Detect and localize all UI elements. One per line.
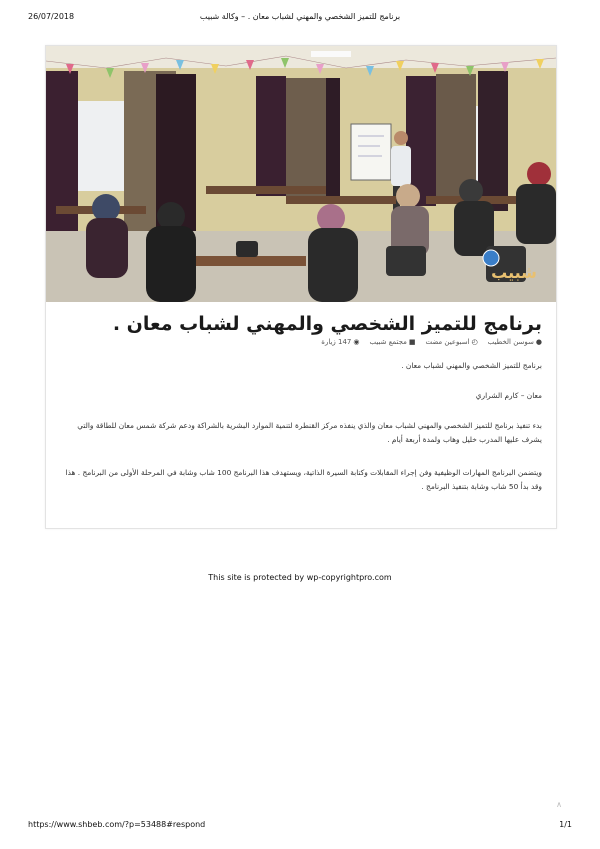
- article-meta: [321, 338, 542, 346]
- user-icon: ●: [535, 338, 542, 346]
- meta-views-label: 147 زيارة: [321, 338, 352, 346]
- folder-icon: ■: [408, 338, 416, 346]
- hero-logo-text: شبيب: [491, 263, 537, 282]
- article-paragraph: ويتضمن البرنامج المهارات الوظيفية وفن إجراء المقابلات وكتابة السيرة الذاتية، ويستهدف هذا البرنامج 100 شاب وشابة في المرحلة الأولى من البرنامج . هذا وقد بدأ 50 شاب وشابة بتنفيذ البرنامج .: [65, 468, 542, 492]
- article-paragraph: بدء تنفيذ برنامج للتميز الشخصي والمهني لشباب معان والذي ينفذه مركز القنطرة لتنمية الموارد البشرية بالشراكة ودعم شركة شمس معان للطاقة والتي يشرف عليها المدرب خليل وهاب ولمدة أربعة أيام .: [77, 421, 542, 445]
- article-paragraph: برنامج للتميز الشخصي والمهني لشباب معان .: [401, 361, 542, 370]
- print-date: 26/07/2018: [28, 12, 75, 21]
- print-page-number: 1/1: [559, 820, 572, 829]
- meta-date: [425, 338, 477, 346]
- clock-icon: ◴: [471, 338, 478, 346]
- print-page-title: برنامج للتميز الشخصي والمهني لشباب معان . – وكالة شبيب: [199, 12, 401, 21]
- meta-category[interactable]: [370, 338, 416, 346]
- meta-date-label: اسبوعين مضت: [425, 338, 470, 346]
- article-title: برنامج للتميز الشخصي والمهني لشباب معان .: [112, 313, 542, 335]
- meta-category-label: مجتمع شبيب: [369, 338, 407, 346]
- print-url: https://www.shbeb.com/?p=53488#respond: [28, 820, 206, 829]
- article-card: [45, 45, 557, 529]
- print-footer: [28, 820, 572, 832]
- meta-author[interactable]: [488, 338, 542, 346]
- meta-author-label: سوسن الخطيب: [487, 338, 534, 346]
- hero-image: [46, 46, 556, 302]
- meta-views: [321, 338, 359, 346]
- copyright-protection-note: This site is protected by wp-copyrightpro.com: [208, 573, 392, 582]
- print-header: [28, 12, 572, 26]
- article-paragraph: معان – كارم الشراري: [475, 391, 542, 400]
- eye-icon: ◉: [353, 338, 360, 346]
- scroll-top-icon[interactable]: ∧: [556, 800, 562, 809]
